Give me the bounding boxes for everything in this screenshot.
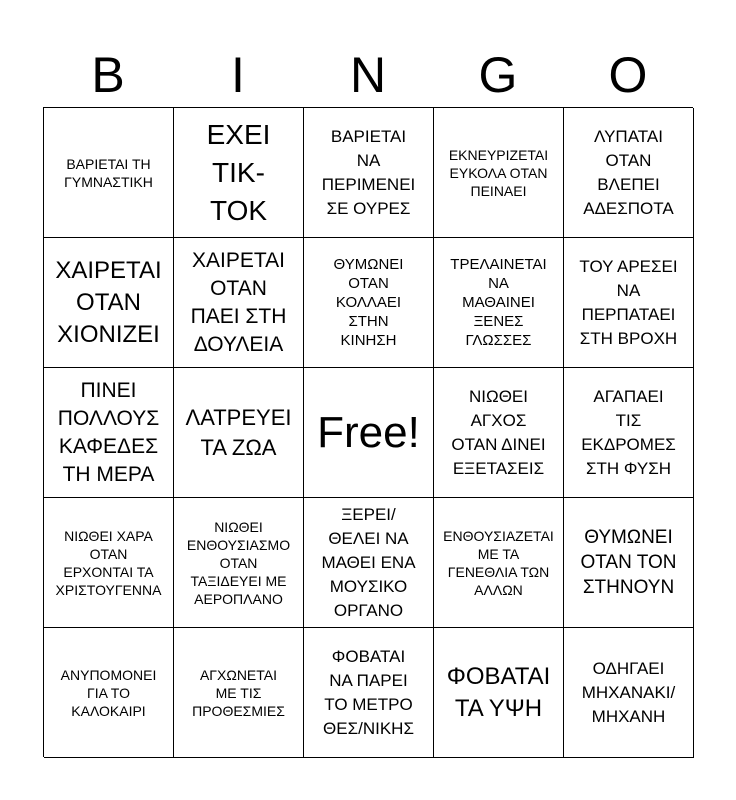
bingo-cell[interactable]: ΠΙΝΕΙ ΠΟΛΛΟΥΣ ΚΑΦΕΔΕΣ ΤΗ ΜΕΡΑ xyxy=(44,368,174,498)
header-letter-g: G xyxy=(478,47,518,103)
header-letter-n: N xyxy=(349,47,387,103)
bingo-cell[interactable]: ΒΑΡΙΕΤΑΙ ΝΑ ΠΕΡΙΜΕΝΕΙ ΣΕ ΟΥΡΕΣ xyxy=(304,108,434,238)
bingo-cell[interactable]: ΧΑΙΡΕΤΑΙ ΟΤΑΝ ΧΙΟΝΙΖΕΙ xyxy=(44,238,174,368)
bingo-cell[interactable]: ΞΕΡΕΙ/ ΘΕΛΕΙ ΝΑ ΜΑΘΕΙ ΕΝΑ ΜΟΥΣΙΚΟ ΟΡΓΑΝΟ xyxy=(304,498,434,628)
bingo-cell[interactable]: ΤΟΥ ΑΡΕΣΕΙ ΝΑ ΠΕΡΠΑΤΑΕΙ ΣΤΗ ΒΡΟΧΗ xyxy=(564,238,694,368)
bingo-cell[interactable]: ΕΝΘΟΥΣΙΑΖΕΤΑΙ ΜΕ ΤΑ ΓΕΝΕΘΛΙΑ ΤΩΝ ΑΛΛΩΝ xyxy=(434,498,564,628)
bingo-cell[interactable]: ΝΙΩΘΕΙ ΑΓΧΟΣ ΟΤΑΝ ΔΙΝΕΙ ΕΞΕΤΑΣΕΙΣ xyxy=(434,368,564,498)
bingo-cell[interactable]: ΒΑΡΙΕΤΑΙ ΤΗ ΓΥΜΝΑΣΤΙΚΗ xyxy=(44,108,174,238)
bingo-cell[interactable]: ΛΥΠΑΤΑΙ ΟΤΑΝ ΒΛΕΠΕΙ ΑΔΕΣΠΟΤΑ xyxy=(564,108,694,238)
bingo-cell[interactable]: ΑΓΧΩΝΕΤΑΙ ΜΕ ΤΙΣ ΠΡΟΘΕΣΜΙΕΣ xyxy=(174,628,304,758)
bingo-cell[interactable]: ΤΡΕΛΑΙΝΕΤΑΙ ΝΑ ΜΑΘΑΙΝΕΙ ΞΕΝΕΣ ΓΛΩΣΣΕΣ xyxy=(434,238,564,368)
bingo-cell[interactable]: ΘΥΜΩΝΕΙ ΟΤΑΝ ΚΟΛΛΑΕΙ ΣΤΗΝ ΚΙΝΗΣΗ xyxy=(304,238,434,368)
bingo-cell[interactable]: ΕΚΝΕΥΡΙΖΕΤΑΙ ΕΥΚΟΛΑ ΟΤΑΝ ΠΕΙΝΑΕΙ xyxy=(434,108,564,238)
bingo-cell[interactable]: ΑΓΑΠΑΕΙ ΤΙΣ ΕΚΔΡΟΜΕΣ ΣΤΗ ΦΥΣΗ xyxy=(564,368,694,498)
bingo-cell[interactable]: ΛΑΤΡΕΥΕΙ ΤΑ ΖΩΑ xyxy=(174,368,304,498)
header-letter-o: O xyxy=(608,47,648,103)
bingo-cell[interactable]: ΘΥΜΩΝΕΙ ΟΤΑΝ ΤΟΝ ΣΤΗΝΟΥΝ xyxy=(564,498,694,628)
bingo-cell[interactable]: ΝΙΩΘΕΙ ΕΝΘΟΥΣΙΑΣΜΟ ΟΤΑΝ ΤΑΞΙΔΕΥΕΙ ΜΕ ΑΕΡΟΠΛΑΝΟ xyxy=(174,498,304,628)
bingo-cell[interactable]: ΕΧΕΙ ΤΙΚ- ΤΟΚ xyxy=(174,108,304,238)
bingo-cell[interactable]: ΦΟΒΑΤΑΙ ΤΑ ΥΨΗ xyxy=(434,628,564,758)
bingo-card-grid xyxy=(43,107,693,757)
free-space-cell[interactable]: Free! xyxy=(304,368,434,498)
bingo-cell[interactable]: ΝΙΩΘΕΙ ΧΑΡΑ ΟΤΑΝ ΕΡΧΟΝΤΑΙ ΤΑ ΧΡΙΣΤΟΥΓΕΝΝΑ xyxy=(44,498,174,628)
bingo-cell[interactable]: ΟΔΗΓΑΕΙ ΜΗΧΑΝΑΚΙ/ ΜΗΧΑΝΗ xyxy=(564,628,694,758)
bingo-cell[interactable]: ΑΝΥΠΟΜΟΝΕΙ ΓΙΑ ΤΟ ΚΑΛΟΚΑΙΡΙ xyxy=(44,628,174,758)
bingo-cell[interactable]: ΧΑΙΡΕΤΑΙ ΟΤΑΝ ΠΑΕΙ ΣΤΗ ΔΟΥΛΕΙΑ xyxy=(174,238,304,368)
bingo-header xyxy=(43,45,693,105)
header-letter-b: B xyxy=(91,47,125,103)
header-letter-i: I xyxy=(231,47,245,103)
bingo-cell[interactable]: ΦΟΒΑΤΑΙ ΝΑ ΠΑΡΕΙ ΤΟ ΜΕΤΡΟ ΘΕΣ/ΝΙΚΗΣ xyxy=(304,628,434,758)
